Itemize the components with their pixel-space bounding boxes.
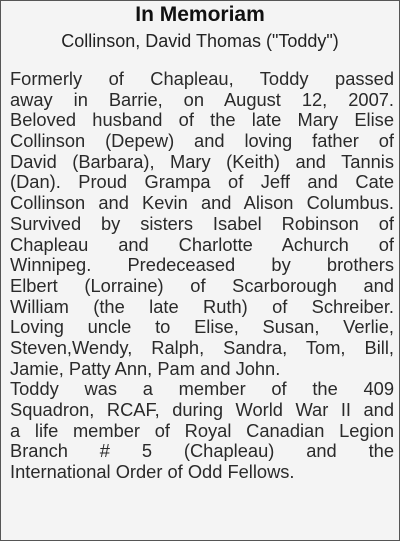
text-line: Toddy was a member of the 409 [10, 378, 394, 400]
text-line: Squadron, RCAF, during World War II and [10, 399, 394, 420]
text-line: International Order of Odd Fellows. [10, 461, 295, 483]
text-line: Beloved husband of the late Mary Elise [10, 109, 394, 131]
deceased-name: Collinson, David Thomas ("Toddy") [61, 31, 339, 51]
text-line: a life member of Royal Canadian Legion [10, 419, 394, 441]
text-line: Elbert (Lorraine) of Scarborough and [10, 274, 394, 296]
text-line: William (the late Ruth) of Schreiber. [10, 295, 394, 317]
text-line: Winnipeg. Predeceased by brothers [10, 254, 394, 276]
text-line: Chapleau and Charlotte Achurch of [10, 233, 394, 255]
text-line: Collinson (Depew) and loving father of [10, 130, 394, 152]
text-line: Collinson and Kevin and Alison Columbus. [10, 192, 394, 214]
text-line: away in Barrie, on August 12, 2007. [10, 88, 394, 110]
text-line: Branch # 5 (Chapleau) and the [10, 440, 394, 462]
text-line: (Dan). Proud Grampa of Jeff and Cate [10, 171, 394, 193]
text-line: David (Barbara), Mary (Keith) and Tannis [10, 150, 394, 172]
text-line: Survived by sisters Isabel Robinson of [10, 212, 394, 234]
text-line: Formerly of Chapleau, Toddy passed [10, 68, 394, 89]
text-line: Loving uncle to Elise, Susan, Verlie, [10, 316, 394, 338]
page-title: In Memoriam [135, 3, 265, 26]
text-line: Jamie, Patty Ann, Pam and John. [10, 357, 281, 379]
text-line: Steven,Wendy, Ralph, Sandra, Tom, Bill, [10, 336, 394, 358]
obituary-body [10, 69, 394, 483]
